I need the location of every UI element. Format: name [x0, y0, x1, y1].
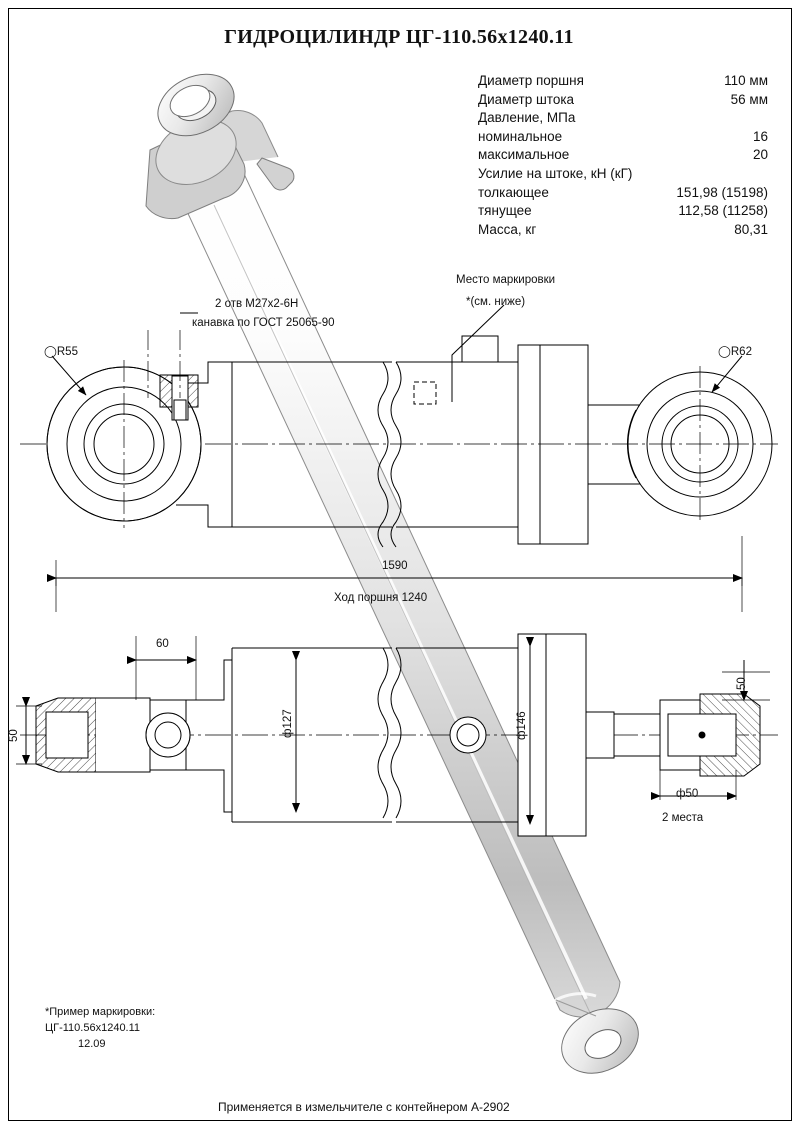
pictorial-cylinder-3d — [145, 62, 649, 1085]
annotation-holes: 2 отв М27х2-6Н — [215, 298, 299, 310]
marking-example-title: *Пример маркировки: — [45, 1006, 156, 1018]
spec-label: толкающее — [478, 184, 549, 200]
spec-label: Усилие на штоке, кН (кГ) — [478, 165, 633, 181]
dim-label-60: 60 — [156, 638, 169, 650]
annotation-two-places: 2 места — [662, 812, 704, 824]
section-view — [16, 634, 778, 836]
dim-label-dia146 — [516, 711, 528, 740]
spec-value: 16 — [752, 128, 768, 144]
annotation-marking-place: Место маркировки — [456, 274, 556, 286]
spec-label: Давление, МПа — [478, 110, 576, 126]
page-title: ГИДРОЦИЛИНДР ЦГ-110.56х1240.11 — [224, 26, 574, 48]
dia127-value: 127 — [282, 709, 294, 729]
spec-value: 112,58 (11258) — [678, 203, 768, 219]
annotation-r62 — [718, 344, 752, 358]
dim-label-1590: 1590 — [382, 560, 408, 572]
spec-value: 151,98 (15198) — [676, 184, 768, 200]
dia50-value: 50 — [685, 788, 699, 800]
dia146-value: 146 — [516, 711, 528, 731]
phi-symbol: ◯ — [718, 346, 731, 358]
spec-value: 80,31 — [734, 221, 768, 237]
dim-label-dia50 — [676, 788, 698, 800]
phi-symbol: ф — [676, 788, 686, 800]
phi-symbol: ф — [282, 728, 294, 738]
annotation-see-below: *(см. ниже) — [466, 296, 526, 308]
spec-value: 20 — [752, 147, 768, 163]
spec-value: 110 мм — [724, 73, 768, 88]
spec-label: максимальное — [478, 147, 570, 163]
spec-label: Диаметр штока — [478, 91, 575, 107]
spec-label: тянущее — [478, 203, 532, 219]
annotation-r55 — [44, 344, 78, 358]
phi-symbol: ◯ — [44, 346, 57, 358]
dim-label-stroke: Ход поршня 1240 — [334, 592, 428, 604]
phi-symbol: ф — [516, 730, 528, 740]
r62-value: R62 — [730, 346, 752, 358]
marking-example-line1: ЦГ-110.56х1240.11 — [45, 1022, 141, 1034]
marking-example-line2: 12.09 — [78, 1038, 106, 1050]
spec-label: Масса, кг — [478, 221, 537, 237]
spec-label: номинальное — [478, 128, 563, 144]
dim-label-dia127 — [282, 709, 294, 738]
annotation-groove: канавка по ГОСТ 25065-90 — [192, 317, 335, 329]
dim-label-50-right: 50 — [736, 677, 748, 690]
r55-value: R55 — [56, 346, 78, 358]
dim-label-50-left: 50 — [8, 729, 20, 742]
application-note: Применяется в измельчителе с контейнером А-2902 — [218, 1100, 510, 1114]
spec-value: 56 мм — [730, 91, 768, 107]
spec-label: Диаметр поршня — [478, 73, 584, 88]
